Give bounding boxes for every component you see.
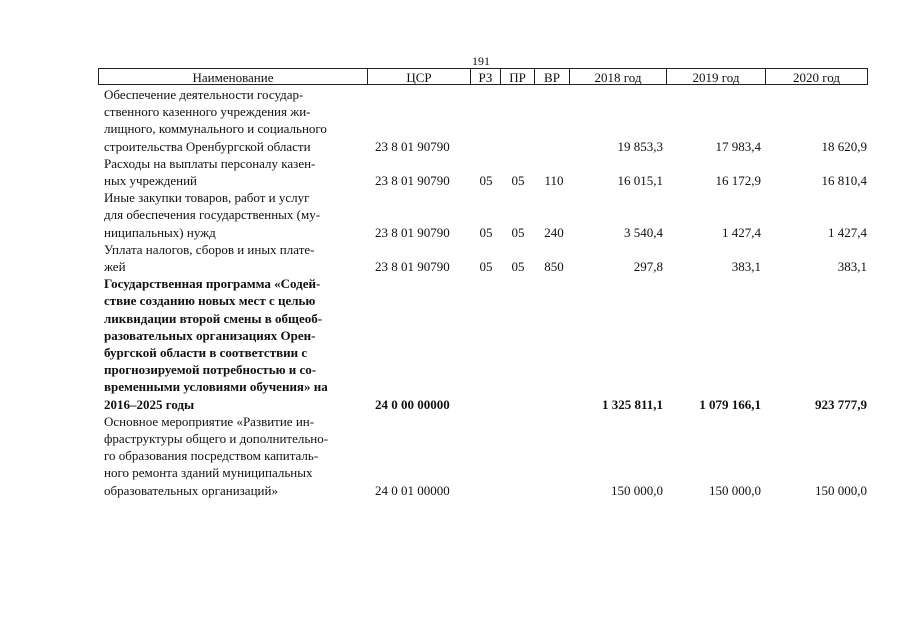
row-name-line: разовательных организациях Орен- <box>104 327 316 343</box>
row-name-line: временными условиями обучения» на <box>104 379 328 395</box>
row-name <box>104 189 369 241</box>
row-name-line: Уплата налогов, сборов и иных плате- <box>104 241 315 257</box>
row-2020: 18 620,9 <box>821 138 867 154</box>
row-name-line: образовательных организаций» <box>104 482 278 498</box>
row-name-line: лищного, коммунального и социального <box>104 121 327 137</box>
row-2019: 383,1 <box>731 259 761 275</box>
row-rz: 05 <box>479 259 493 275</box>
header-2018: 2018 год <box>569 69 666 84</box>
row-name <box>104 241 369 275</box>
row-2020: 383,1 <box>837 259 867 275</box>
table-row <box>104 86 868 155</box>
row-name <box>104 86 369 155</box>
row-2019: 150 000,0 <box>709 482 761 498</box>
row-name <box>104 413 369 499</box>
row-name-line: Иные закупки товаров, работ и услуг <box>104 190 310 206</box>
row-name-line: строительства Оренбургской области <box>104 138 311 154</box>
row-name-line: ных учреждений <box>104 173 197 189</box>
table-header <box>98 68 868 85</box>
header-2020: 2020 год <box>765 69 867 84</box>
row-2020: 923 777,9 <box>815 396 867 412</box>
row-csr: 24 0 00 00000 <box>375 396 450 412</box>
row-pr: 05 <box>511 173 525 189</box>
row-vr: 240 <box>544 224 564 240</box>
header-csr: ЦСР <box>367 69 470 84</box>
row-2019: 1 079 166,1 <box>699 396 761 412</box>
header-rz: РЗ <box>470 69 500 84</box>
row-2019: 16 172,9 <box>715 173 761 189</box>
table-row <box>104 275 868 413</box>
row-2018: 16 015,1 <box>617 173 663 189</box>
row-name-line: ниципальных) нужд <box>104 224 216 240</box>
row-name-line: прогнозируемой потребностью и со- <box>104 362 317 378</box>
row-name-line: ствие созданию новых мест с целью <box>104 293 316 309</box>
row-name-line: фраструктуры общего и дополнительно- <box>104 431 329 447</box>
row-rz: 05 <box>479 224 493 240</box>
row-csr: 23 8 01 90790 <box>375 259 450 275</box>
row-name-line: Расходы на выплаты персоналу казен- <box>104 155 316 171</box>
row-2018: 3 540,4 <box>624 224 663 240</box>
table-row <box>104 155 868 189</box>
header-pr: ПР <box>500 69 534 84</box>
row-pr: 05 <box>511 259 525 275</box>
row-csr: 23 8 01 90790 <box>375 138 450 154</box>
row-2020: 150 000,0 <box>815 482 867 498</box>
row-2019: 1 427,4 <box>722 224 761 240</box>
row-name-line: жей <box>104 259 126 275</box>
row-2019: 17 983,4 <box>715 138 761 154</box>
row-pr: 05 <box>511 224 525 240</box>
row-2020: 1 427,4 <box>828 224 867 240</box>
table-row <box>104 189 868 241</box>
row-name-line: 2016–2025 годы <box>104 396 195 412</box>
row-name-line: ного ремонта зданий муниципальных <box>104 465 313 481</box>
row-name-line: ликвидации второй смены в общеоб- <box>104 310 323 326</box>
row-name <box>104 275 369 413</box>
row-name-line: Основное мероприятие «Развитие ин- <box>104 413 315 429</box>
row-rz: 05 <box>479 173 493 189</box>
row-name-line: Обеспечение деятельности государ- <box>104 87 304 102</box>
row-name <box>104 155 369 189</box>
page-number: 191 <box>472 54 490 68</box>
row-2018: 150 000,0 <box>611 482 663 498</box>
header-vr: ВР <box>534 69 569 84</box>
row-csr: 23 8 01 90790 <box>375 173 450 189</box>
header-2019: 2019 год <box>666 69 765 84</box>
row-name-line: го образования посредством капиталь- <box>104 448 319 464</box>
row-vr: 850 <box>544 259 564 275</box>
row-2018: 1 325 811,1 <box>601 396 663 412</box>
row-name-line: ственного казенного учреждения жи- <box>104 104 311 120</box>
row-name-line: для обеспечения государственных (му- <box>104 207 321 223</box>
table-row <box>104 241 868 275</box>
row-vr: 110 <box>544 173 564 189</box>
row-name-line: Государственная программа «Содей- <box>104 276 321 292</box>
row-csr: 24 0 01 00000 <box>375 482 450 498</box>
header-name: Наименование <box>192 70 274 85</box>
table-row <box>104 413 868 499</box>
row-2018: 297,8 <box>633 259 663 275</box>
row-2018: 19 853,3 <box>617 138 663 154</box>
row-csr: 23 8 01 90790 <box>375 224 450 240</box>
row-name-line: бургской области в соответствии с <box>104 345 308 361</box>
row-2020: 16 810,4 <box>821 173 867 189</box>
table-body <box>104 86 868 499</box>
